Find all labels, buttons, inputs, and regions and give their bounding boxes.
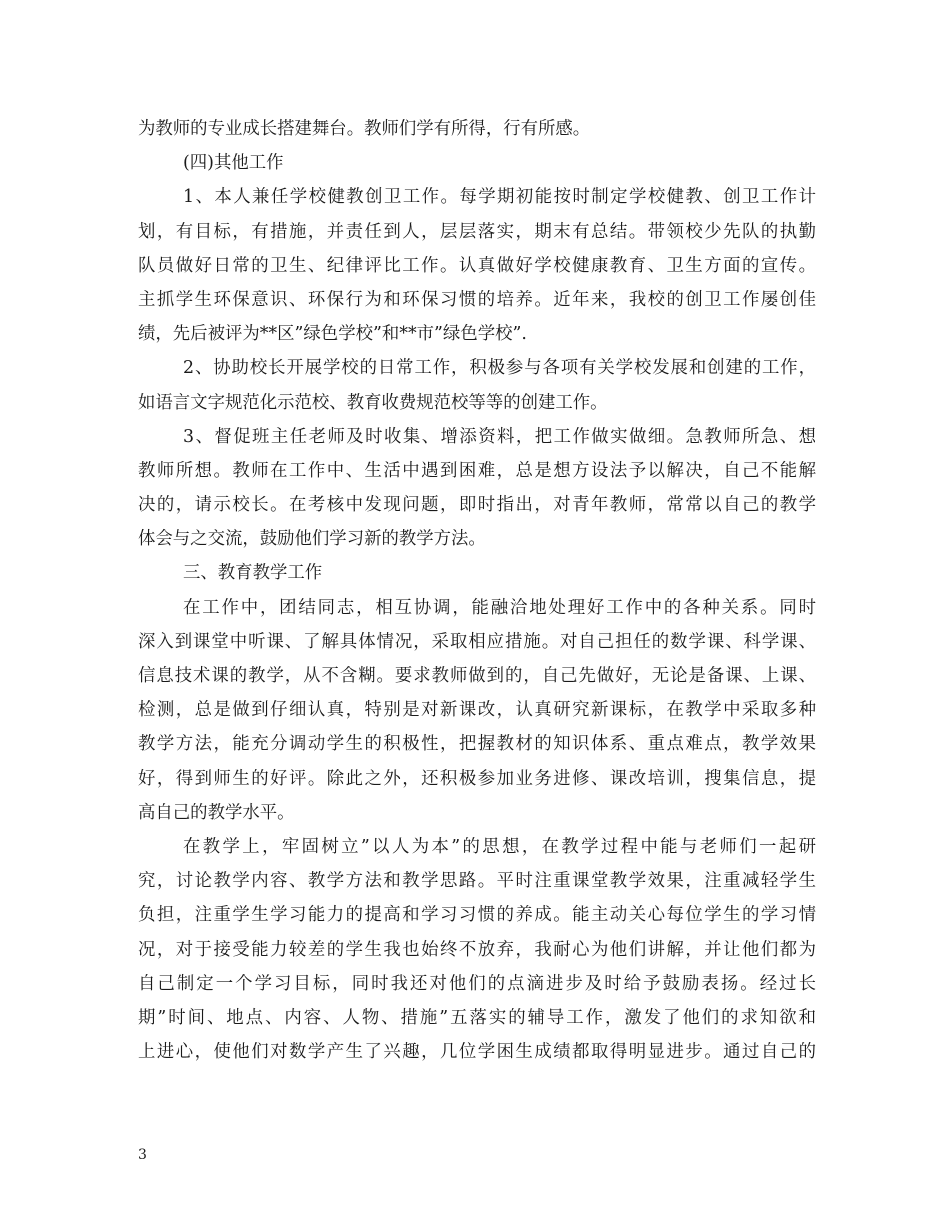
text-line: 深入到课堂中听课、了解具体情况，采取相应措施。对自己担任的数学课、科学课、 [138,631,816,652]
text-line: 2、协助校长开展学校的日常工作，积极参与各项有关学校发展和创建的工作， [183,358,816,379]
text-line: 教师所想。教师在工作中、生活中遇到困难，总是想方设法予以解决，自己不能解 [138,460,816,481]
text-line: 上进心，使他们对数学产生了兴趣，几位学困生成绩都取得明显进步。通过自己的 [138,1042,816,1063]
page-number: 3 [138,1147,147,1163]
document-body [138,112,816,1069]
text-line: (四)其他工作 [183,153,284,174]
text-line: 如语言文字规范化示范校、教育收费规范校等等的创建工作。 [138,392,608,413]
text-line: 体会与之交流，鼓励他们学习新的教学方法。 [138,529,486,550]
text-line: 三、教育教学工作 [183,563,323,584]
text-line: 1、本人兼任学校健教创卫工作。每学期初能按时制定学校健教、创卫工作计 [183,187,816,208]
text-line: 究，讨论教学内容、教学方法和教学思路。平时注重课堂教学效果，注重减轻学生 [138,871,816,892]
text-line: 在教学上，牢固树立”以人为本”的思想，在教学过程中能与老师们一起研 [183,836,816,857]
text-line: 决的，请示校长。在考核中发现问题，即时指出，对青年教师，常常以自己的教学 [138,495,816,516]
text-line: 自己制定一个学习目标，同时我还对他们的点滴进步及时给予鼓励表扬。经过长 [138,973,816,994]
text-line: 教学方法，能充分调动学生的积极性，把握教材的知识体系、重点难点，教学效果 [138,734,816,755]
text-line: 负担，注重学生学习能力的提高和学习习惯的养成。能主动关心每位学生的学习情 [138,905,816,926]
text-line: 高自己的教学水平。 [138,802,295,823]
text-line: 信息技术课的教学，从不含糊。要求教师做到的，自己先做好，无论是备课、上课、 [138,666,816,686]
text-line: 好，得到师生的好评。除此之外，还积极参加业务进修、课改培训，搜集信息，提 [138,768,816,789]
text-line: 为教师的专业成长搭建舞台。教师们学有所得，行有所感。 [138,119,591,139]
text-line: 在工作中，团结同志，相互协调，能融洽地处理好工作中的各种关系。同时 [183,597,816,618]
text-line: 况，对于接受能力较差的学生我也始终不放弃，我耐心为他们讲解，并让他们都为 [138,939,816,960]
text-line: 检测，总是做到仔细认真，特别是对新课改，认真研究新课标，在教学中采取多种 [138,700,816,721]
text-line: 队员做好日常的卫生、纪律评比工作。认真做好学校健康教育、卫生方面的宣传。 [138,255,816,276]
text-line: 绩，先后被评为**区”绿色学校”和**市”绿色学校”. [138,324,527,345]
text-line: 划，有目标，有措施，并责任到人，层层落实，期末有总结。带领校少先队的执勤 [138,221,816,242]
text-line: 3、督促班主任老师及时收集、增添资料，把工作做实做细。急教师所急、想 [183,426,816,447]
text-line: 期”时间、地点、内容、人物、措施”五落实的辅导工作，激发了他们的求知欲和 [138,1007,816,1028]
text-line: 主抓学生环保意识、环保行为和环保习惯的培养。近年来，我校的创卫工作屡创佳 [138,289,816,310]
